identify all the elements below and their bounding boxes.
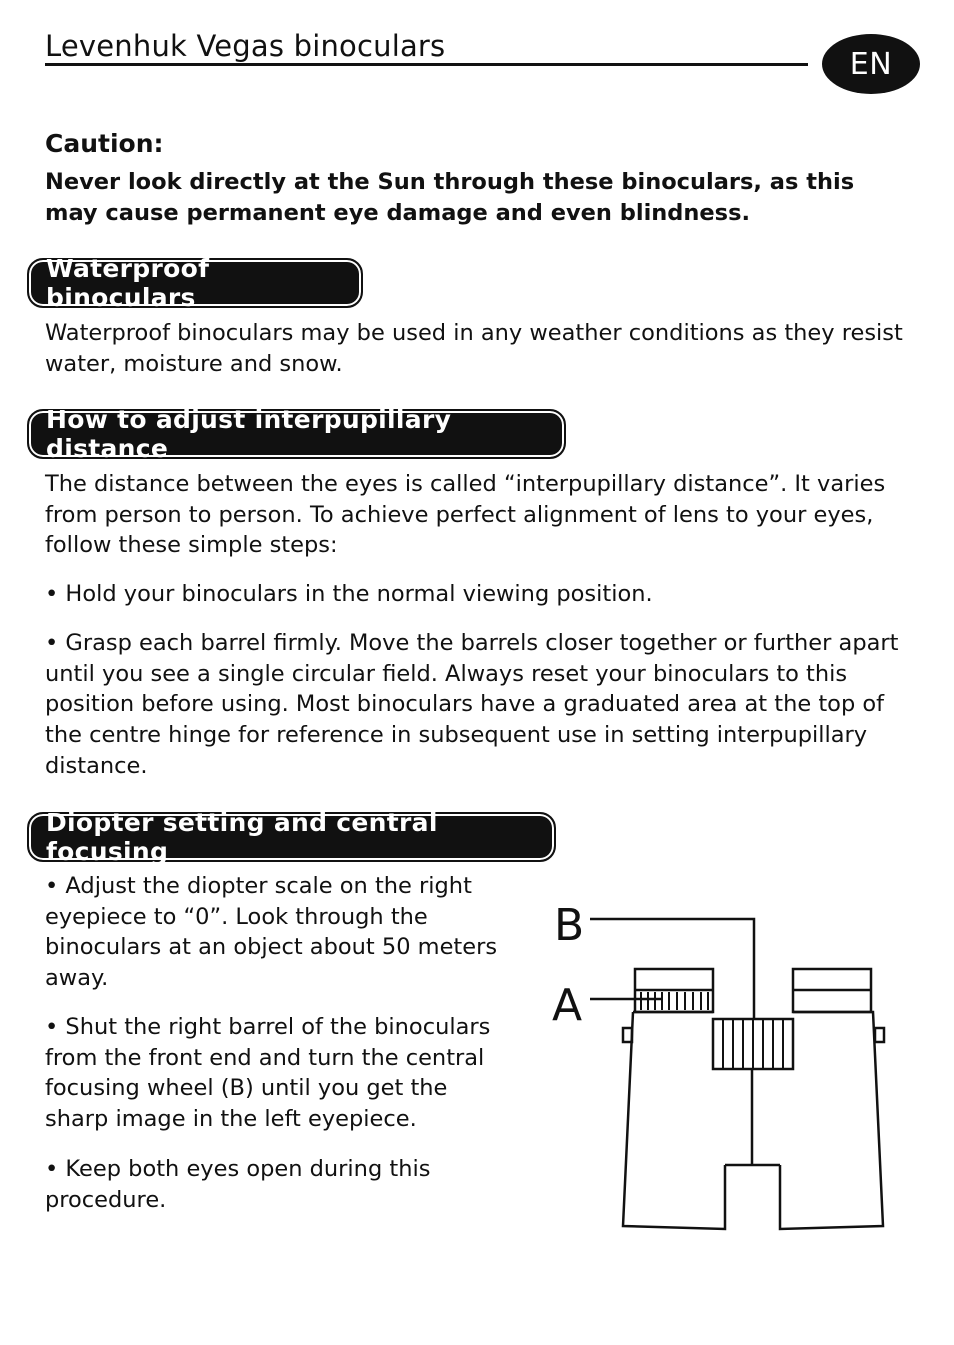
section-heading-diopter: Diopter setting and central focusing: [27, 812, 556, 862]
language-badge: EN: [822, 34, 920, 94]
binoculars-diagram: [550, 890, 890, 1240]
section-heading-interpupillary: How to adjust interpupillary distance: [27, 409, 566, 459]
header-divider: [45, 63, 808, 66]
diopter-step-2: • Shut the right barrel of the binoculars from the front end and turn the central focusing wheel (B) until you get the sharp image in the left eyepiece.: [45, 1014, 491, 1133]
diopter-step-3: • Keep both eyes open during this procedure.: [45, 1156, 431, 1213]
caution-text: Never look directly at the Sun through these binoculars, as this may cause permanent eye damage and even blindness.: [45, 169, 855, 226]
section-heading-waterproof: Waterproof binoculars: [27, 258, 363, 308]
diagram-label-diopter-scale: A: [552, 980, 583, 1031]
interpupillary-intro: The distance between the eyes is called “interpupillary distance”. It varies from person to person. To achieve perfect alignment of lens to your eyes, follow these simple steps:: [45, 471, 886, 559]
waterproof-body: Waterproof binoculars may be used in any weather conditions as they resist water, moisture and snow.: [45, 320, 903, 377]
interpupillary-step-2: • Grasp each barrel firmly. Move the barrels closer together or further apart until you see a single circular field. Always reset your binoculars to this position before using. Most binoculars have a graduated area at the top of the centre hinge for reference in subsequent use in setting interpupillary distance.: [45, 630, 899, 779]
manual-title: Levenhuk Vegas binoculars: [45, 29, 446, 63]
interpupillary-step-1: • Hold your binoculars in the normal viewing position.: [45, 581, 653, 607]
diopter-step-1: • Adjust the diopter scale on the right eyepiece to “0”. Look through the binoculars at an object about 50 meters away.: [45, 873, 498, 992]
diagram-label-focus-wheel: B: [554, 900, 585, 951]
caution-title: Caution:: [45, 129, 164, 158]
